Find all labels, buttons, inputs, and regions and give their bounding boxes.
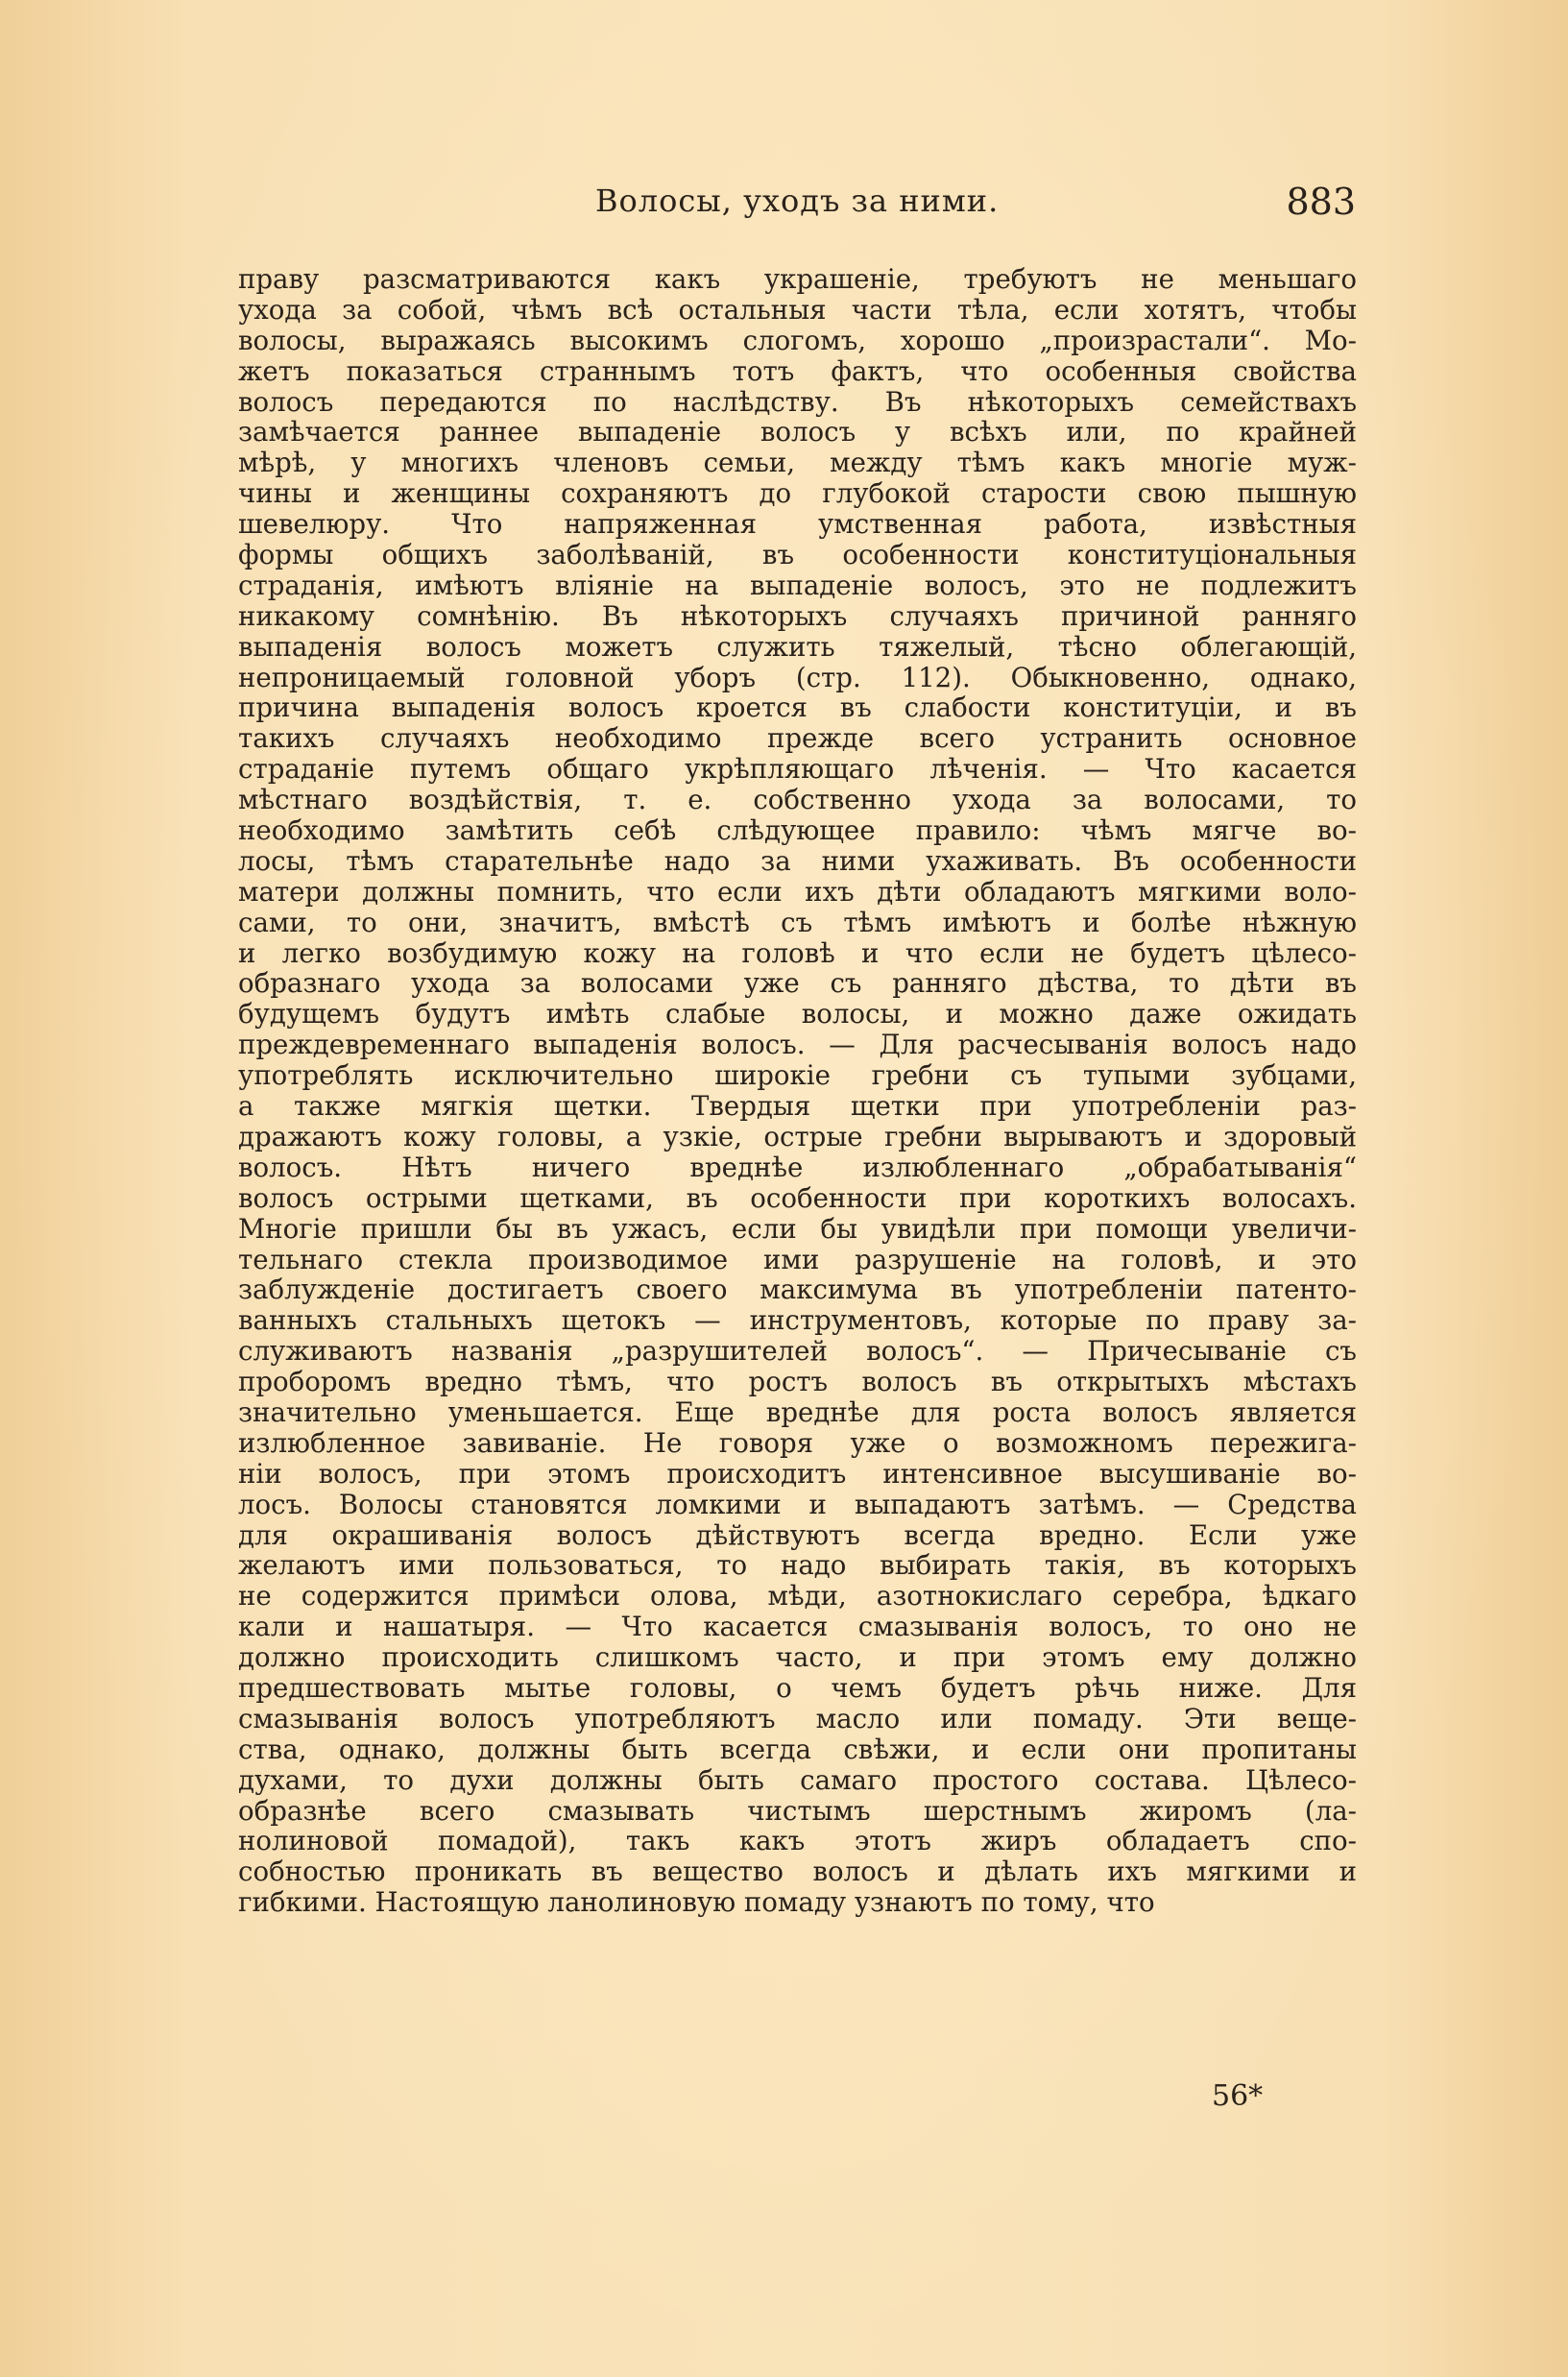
printer-signature-mark: 56* (1212, 2079, 1264, 2113)
text-line: ухода за собой, чѣмъ всѣ остальныя части тѣла, если хотятъ, чтобы (238, 293, 1357, 326)
text-line: причина выпаденiя волосъ кроется въ слабости конституцiи, и въ (238, 691, 1357, 724)
text-line: такихъ случаяхъ необходимо прежде всего устранить основное (238, 722, 1357, 755)
text-line: выпаденiя волосъ можетъ служить тяжелый, тѣсно облегающiй, (238, 630, 1357, 663)
text-line: страданiя, имѣютъ влiянiе на выпаденiе волосъ, это не подлежитъ (238, 569, 1357, 601)
text-line: ства, однако, должны быть всегда свѣжи, и если они пропитаны (238, 1733, 1357, 1765)
text-line: Многiе пришли бы въ ужасъ, если бы увидѣли при помощи увеличи- (238, 1212, 1357, 1245)
text-line: праву разсматриваются какъ украшенiе, требуютъ не меньшаго (238, 263, 1357, 295)
text-line: мѣстнаго воздѣйствiя, т. е. собственно ухода за волосами, то (238, 784, 1357, 816)
text-line: и легко возбудимую кожу на головѣ и что если не будетъ цѣлесо- (238, 936, 1357, 969)
text-line: предшествовать мытье головы, о чемъ будетъ рѣчь ниже. Для (238, 1671, 1357, 1704)
text-line: нiи волосъ, при этомъ происходитъ интенсивное высушиванiе во- (238, 1457, 1357, 1490)
text-line: никакому сомнѣнiю. Въ нѣкоторыхъ случаяхъ причиной ранняго (238, 599, 1357, 632)
text-line: необходимо замѣтить себѣ слѣдующее правило: чѣмъ мягче во- (238, 814, 1357, 847)
text-line: желаютъ ими пользоваться, то надо выбирать такiя, въ которыхъ (238, 1549, 1357, 1582)
text-line: должно происходить слишкомъ часто, и при этомъ ему должно (238, 1641, 1357, 1674)
text-line: волосы, выражаясь высокимъ слогомъ, хорошо „произрастали“. Мо- (238, 324, 1357, 356)
body-text (238, 264, 1357, 1918)
page-header (240, 182, 1356, 230)
text-line: лосы, тѣмъ старательнѣе надо за ними ухаживать. Въ особенности (238, 844, 1357, 877)
text-line: непроницаемый головной уборъ (стр. 112). Обыкновенно, однако, (238, 661, 1357, 693)
text-line: тельнаго стекла производимое ими разрушенiе на головѣ, и это (238, 1243, 1357, 1275)
text-line: жетъ показаться страннымъ тотъ фактъ, что особенныя свойства (238, 354, 1357, 387)
text-line: заблужденiе достигаетъ своего максимума въ употребленiи патенто- (238, 1273, 1357, 1306)
text-line: преждевременнаго выпаденiя волосъ. — Для расчесыванiя волосъ надо (238, 1029, 1357, 1061)
text-line: собностью проникать въ вещество волосъ и дѣлать ихъ мягкими и (238, 1856, 1357, 1888)
text-line: страданiе путемъ общаго укрѣпляющаго лѣченiя. — Что касается (238, 753, 1357, 786)
text-line: не содержится примѣси олова, мѣди, азотнокислаго серебра, ѣдкаго (238, 1580, 1357, 1613)
text-line: шевелюру. Что напряженная умственная работа, извѣстныя (238, 508, 1357, 541)
text-line: дражаютъ кожу головы, а узкiе, острые гребни вырываютъ и здоровый (238, 1120, 1357, 1152)
running-title: Волосы, уходъ за ними. (595, 182, 1000, 219)
text-line: проборомъ вредно тѣмъ, что ростъ волосъ въ открытыхъ мѣстахъ (238, 1366, 1357, 1398)
text-line: мѣрѣ, у многихъ членовъ семьи, между тѣмъ какъ многiе муж- (238, 447, 1357, 479)
text-line: смазыванiя волосъ употребляютъ масло или помаду. Эти веще- (238, 1702, 1357, 1734)
text-line: формы общихъ заболѣванiй, въ особенности конституцiональныя (238, 539, 1357, 571)
text-line: матери должны помнить, что если ихъ дѣти обладаютъ мягкими воло- (238, 875, 1357, 908)
text-line: чины и женщины сохраняютъ до глубокой старости свою пышную (238, 477, 1357, 510)
text-line: употреблять исключительно широкiе гребни съ тупыми зубцами, (238, 1059, 1357, 1092)
page-number: 883 (1286, 181, 1356, 223)
text-line: ванныхъ стальныхъ щетокъ — инструментовъ, которые по праву за- (238, 1304, 1357, 1337)
text-line: кали и нашатыря. — Что касается смазыванiя волосъ, то оно не (238, 1611, 1357, 1643)
text-line: сами, то они, значитъ, вмѣстѣ съ тѣмъ имѣютъ и болѣе нѣжную (238, 906, 1357, 938)
text-line: волосъ. Нѣтъ ничего вреднѣе излюбленнаго „обрабатыванiя“ (238, 1151, 1357, 1183)
text-line: служиваютъ названiя „разрушителей волосъ“. — Причесыванiе съ (238, 1335, 1357, 1368)
text-line: излюбленное завиванiе. Не говоря уже о возможномъ пережига- (238, 1426, 1357, 1459)
text-line: духами, то духи должны быть самаго простого состава. Цѣлесо- (238, 1763, 1357, 1796)
text-line: образнаго ухода за волосами уже съ ранняго дѣства, то дѣти въ (238, 967, 1357, 1000)
text-line: значительно уменьшается. Еще вреднѣе для роста волосъ является (238, 1395, 1357, 1428)
text-line: будущемъ будутъ имѣть слабые волосы, и можно даже ожидать (238, 998, 1357, 1031)
text-line: а также мягкiя щетки. Твердыя щетки при употребленiи раз- (238, 1090, 1357, 1123)
text-line: нолиновой помадой), такъ какъ этотъ жиръ обладаетъ спо- (238, 1825, 1357, 1857)
text-line: лосъ. Волосы становятся ломкими и выпадаютъ затѣмъ. — Средства (238, 1488, 1357, 1520)
text-line: для окрашиванiя волосъ дѣйствуютъ всегда вредно. Если уже (238, 1518, 1357, 1551)
text-line: волосъ острыми щетками, въ особенности при короткихъ волосахъ. (238, 1181, 1357, 1214)
text-line: волосъ передаются по наслѣдству. Въ нѣкоторыхъ семействахъ (238, 385, 1357, 418)
text-line: гибкими. Настоящую ланолиновую помаду узнаютъ по тому, что (238, 1886, 1155, 1919)
text-line: замѣчается раннее выпаденiе волосъ у всѣхъ или, по крайней (238, 416, 1357, 449)
text-line: образнѣе всего смазывать чистымъ шерстнымъ жиромъ (ла- (238, 1794, 1357, 1827)
